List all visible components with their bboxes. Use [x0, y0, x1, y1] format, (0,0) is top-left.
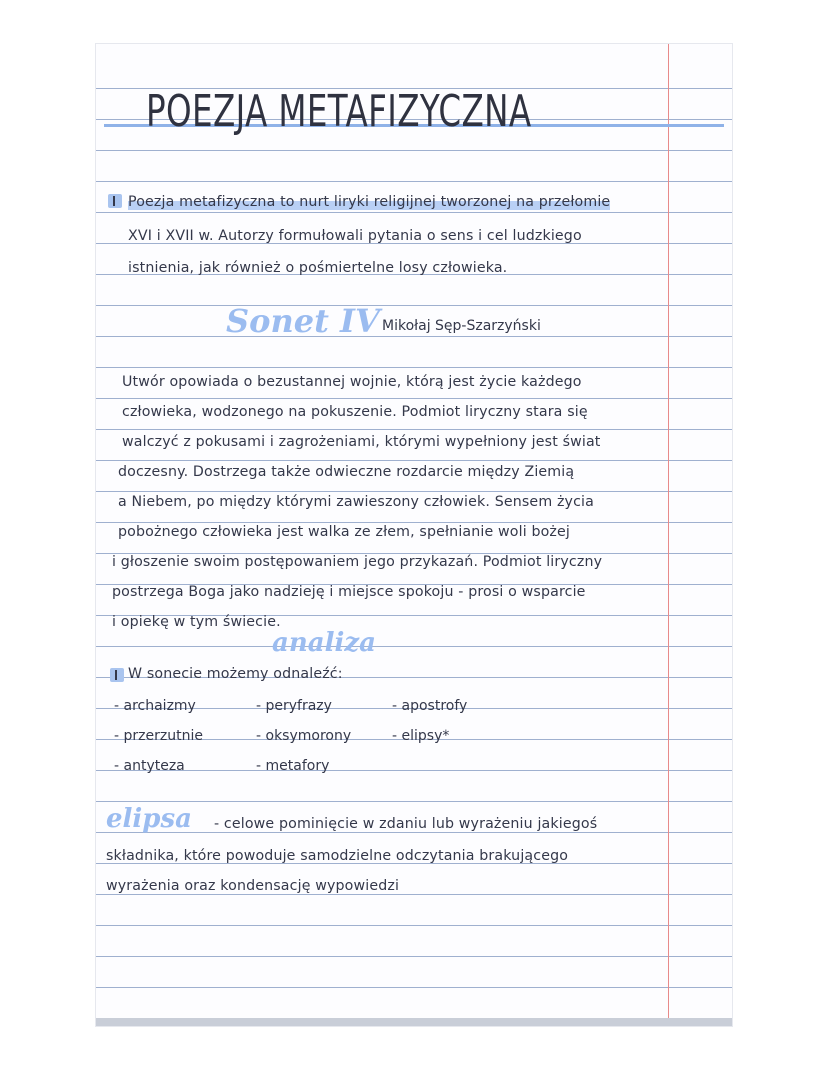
- device-item: - archaizmy: [114, 698, 196, 714]
- sonnet-line-4: doczesny. Dostrzega także odwieczne rozdarcie między Ziemią: [118, 464, 575, 480]
- intro-line-1-text: Poezja metafizyczna to nurt liryki religijnej tworzonej na przełomie: [128, 194, 611, 210]
- device-item: - peryfrazy: [256, 698, 332, 714]
- margin-line: [668, 44, 669, 1026]
- page-title: POEZJA METAFIZYCZNA: [146, 86, 532, 137]
- device-item: - elipsy*: [392, 728, 450, 744]
- intro-line-3: istnienia, jak również o pośmiertelne losy człowieka.: [128, 260, 508, 276]
- notebook-page: [96, 44, 732, 1026]
- bullet-icon: [108, 194, 122, 208]
- device-item: - metafory: [256, 758, 330, 774]
- analysis-heading: analiza: [272, 628, 376, 658]
- device-item: - przerzutnie: [114, 728, 203, 744]
- device-item: - oksymorony: [256, 728, 352, 744]
- sonnet-line-3: walczyć z pokusami i zagrożeniami, którymi wypełniony jest świat: [122, 434, 601, 450]
- intro-line-2: XVI i XVII w. Autorzy formułowali pytania o sens i cel ludzkiego: [128, 228, 582, 244]
- ellipsis-line-3: wyrażenia oraz kondensację wypowiedzi: [106, 878, 400, 894]
- device-item: - antyteza: [114, 758, 185, 774]
- sonnet-line-5: a Niebem, po między którymi zawieszony człowiek. Sensem życia: [118, 494, 594, 510]
- ellipsis-line-2: składnika, które powoduje samodzielne odczytania brakującego: [106, 848, 569, 864]
- ellipsis-line-1: - celowe pominięcie w zdaniu lub wyrażeniu jakiegoś: [214, 816, 598, 832]
- sonnet-line-6: pobożnego człowieka jest walka ze złem, spełnianie woli bożej: [118, 524, 571, 540]
- device-item: - apostrofy: [392, 698, 468, 714]
- page-bottom-edge: [96, 1018, 732, 1026]
- sonnet-author: Mikołaj Sęp-Szarzyński: [382, 318, 541, 334]
- intro-line-1: [128, 194, 610, 210]
- sonnet-line-1: Utwór opowiada o bezustannej wojnie, którą jest życie każdego: [122, 374, 582, 390]
- ellipsis-heading: elipsa: [106, 804, 192, 834]
- sonnet-heading: Sonet IV: [226, 302, 380, 340]
- sonnet-line-7: i głoszenie swoim postępowaniem jego przykazań. Podmiot liryczny: [112, 554, 603, 570]
- sonnet-line-9: i opiekę w tym świecie.: [112, 614, 281, 630]
- sonnet-intro: W sonecie możemy odnaleźć:: [128, 666, 343, 682]
- sonnet-line-8: postrzega Boga jako nadzieję i miejsce spokoju - prosi o wsparcie: [112, 584, 586, 600]
- bullet-icon: [110, 668, 124, 682]
- sonnet-line-2: człowieka, wodzonego na pokuszenie. Podmiot liryczny stara się: [122, 404, 588, 420]
